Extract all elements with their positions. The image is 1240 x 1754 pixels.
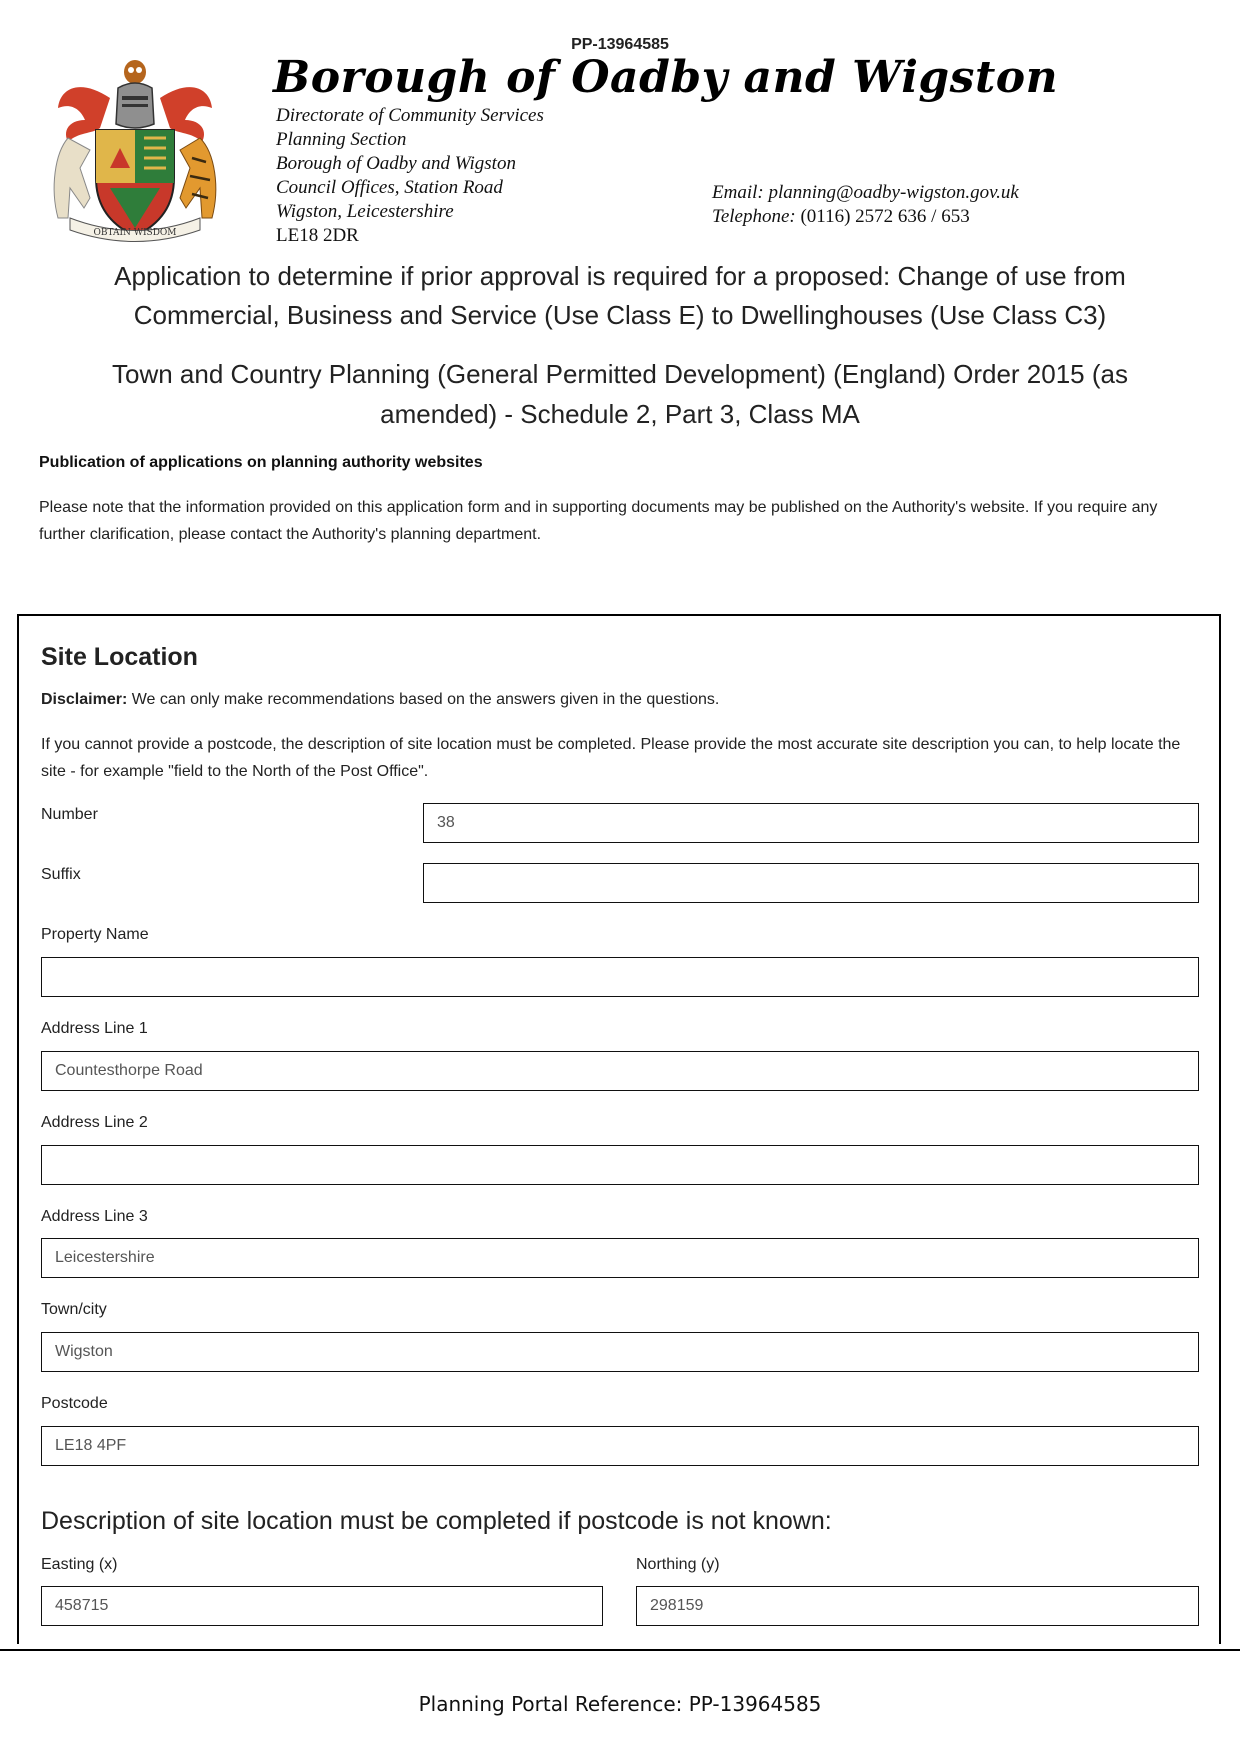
address-line-2-field[interactable] [41,1145,1199,1185]
council-address [276,104,544,248]
publication-text: Please note that the information provided on this application form and in supporting documents may be published on the Authority's website. If you require any further clarification, please contact the Authority's planning department. [39,499,1158,543]
address-line: Council Offices, Station Road [276,177,503,198]
address-line-3-label: Address Line 3 [41,1208,148,1225]
disclaimer-text: We can only make recommendations based on the answers given in the questions. [127,691,720,708]
email-label: Email: [712,182,764,203]
form-title: Application to determine if prior approval is required for a proposed: Change of use from Commercial, Business and Service (Use Class E) to Dwellinghouses (Use Class C3) [114,261,1126,330]
property-name-field[interactable] [41,957,1199,997]
address-line-2-label: Address Line 2 [41,1114,148,1131]
number-field[interactable]: 38 [423,803,1199,843]
northing-field[interactable]: 298159 [636,1586,1199,1626]
address-line: Directorate of Community Services [276,105,544,126]
town-city-label: Town/city [41,1301,107,1318]
easting-field[interactable]: 458715 [41,1586,603,1626]
council-name: Borough of Oadby and Wigston [273,52,1059,103]
postcode-label: Postcode [41,1395,108,1412]
postcode-field[interactable]: LE18 4PF [41,1426,1199,1466]
site-location-note: If you cannot provide a postcode, the description of site location must be completed. Please provide the most accurate site description you can, to help locate the site - for example "field to the North of the Post Office". [41,736,1181,780]
number-label: Number [41,806,98,823]
address-postcode: LE18 2DR [276,225,359,246]
easting-label: Easting (x) [41,1556,118,1573]
address-line: Wigston, Leicestershire [276,201,454,222]
council-crest-icon [40,58,230,250]
address-line: Borough of Oadby and Wigston [276,153,516,174]
crest-motto: OBTAIN WISDOM [93,228,177,238]
page-divider [0,1649,1240,1651]
address-line: Planning Section [276,129,407,150]
suffix-label: Suffix [41,866,81,883]
footer-reference: Planning Portal Reference: PP-13964585 [418,1692,822,1716]
email-link[interactable]: planning@oadby-wigston.gov.uk [768,182,1019,203]
description-heading: Description of site location must be completed if postcode is not known: [41,1507,832,1535]
section-title: Site Location [41,643,198,671]
suffix-field[interactable] [423,863,1199,903]
property-name-label: Property Name [41,926,149,943]
town-city-field[interactable]: Wigston [41,1332,1199,1372]
publication-heading: Publication of applications on planning authority websites [39,454,483,471]
address-line-3-field[interactable]: Leicestershire [41,1238,1199,1278]
telephone-number: (0116) 2572 636 / 653 [800,206,970,227]
address-line-1-field[interactable]: Countesthorpe Road [41,1051,1199,1091]
northing-label: Northing (y) [636,1556,720,1573]
form-subtitle: Town and Country Planning (General Permitted Development) (England) Order 2015 (as amended) - Schedule 2, Part 3, Class MA [112,359,1128,429]
address-line-1-label: Address Line 1 [41,1020,148,1037]
telephone-label: Telephone: [712,206,796,227]
disclaimer [41,691,719,709]
contact-details [712,181,1019,229]
header-reference: PP-13964585 [571,36,669,53]
disclaimer-label: Disclaimer: [41,691,128,708]
